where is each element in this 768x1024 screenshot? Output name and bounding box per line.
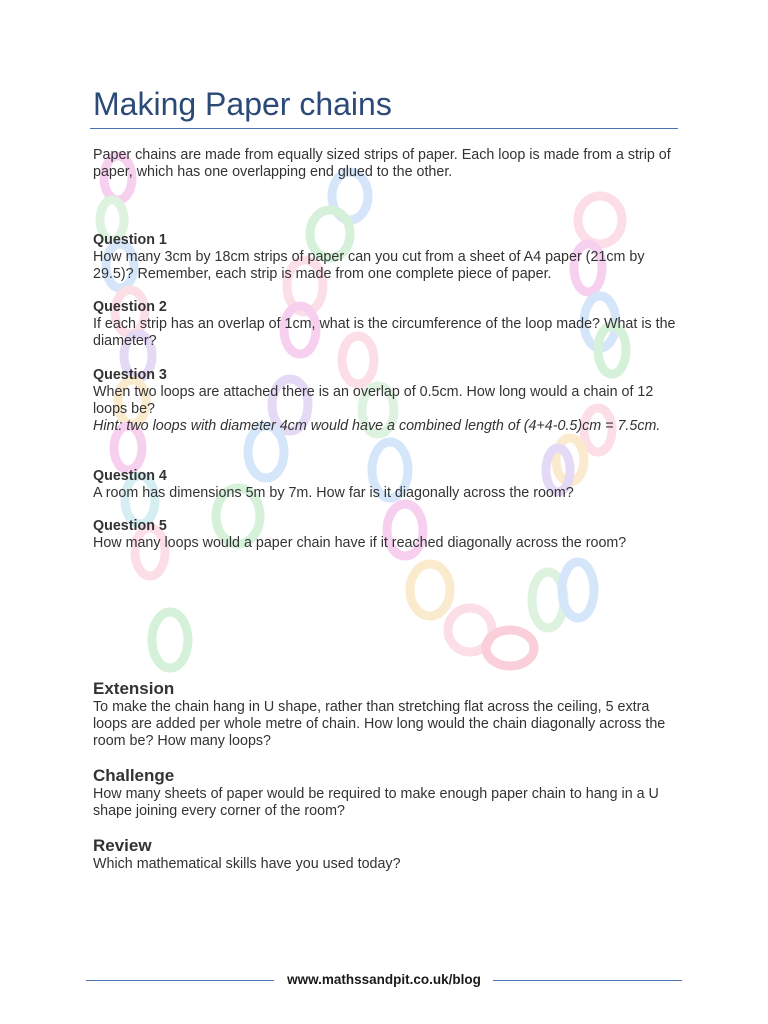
intro-text: Paper chains are made from equally sized strips of paper. Each loop is made from a strip of paper, which has one overlapping end glued to the other. <box>93 147 671 180</box>
question-hint: Hint: two loops with diameter 4cm would have a combined length of (4+4-0.5)cm = 7.5cm. <box>93 418 661 434</box>
footer-divider-left <box>86 980 274 981</box>
question-text: If each strip has an overlap of 1cm, what is the circumference of the loop made? What is the diameter? <box>93 316 676 349</box>
question-2 <box>93 299 678 350</box>
intro-paragraph <box>93 147 678 181</box>
extension-section <box>93 679 678 750</box>
question-heading: Question 3 <box>93 367 167 383</box>
question-text: How many 3cm by 18cm strips of paper can you cut from a sheet of A4 paper (21cm by 29.5)? Remember, each strip is made from one complete piece of paper. <box>93 249 645 282</box>
question-heading: Question 5 <box>93 518 167 534</box>
extension-text: To make the chain hang in U shape, rather than stretching flat across the ceiling, 5 extra loops are added per whole metre of chain. How long would the chain diagonally across the room be? How many loops? <box>93 699 666 749</box>
question-text: How many loops would a paper chain have if it reached diagonally across the room? <box>93 535 627 551</box>
question-4 <box>93 468 678 502</box>
extension-heading: Extension <box>93 679 175 698</box>
question-1 <box>93 232 678 283</box>
page-title: Making Paper chains <box>93 86 392 122</box>
footer-url: www.mathssandpit.co.uk/blog <box>287 972 481 987</box>
title-divider <box>90 128 678 129</box>
question-5 <box>93 518 678 552</box>
question-text: A room has dimensions 5m by 7m. How far is it diagonally across the room? <box>93 485 574 501</box>
question-heading: Question 1 <box>93 232 167 248</box>
review-text: Which mathematical skills have you used today? <box>93 856 401 872</box>
question-heading: Question 2 <box>93 299 167 315</box>
review-heading: Review <box>93 836 152 855</box>
review-section <box>93 836 678 873</box>
challenge-text: How many sheets of paper would be required to make enough paper chain to hang in a U shape joining every corner of the room? <box>93 786 659 819</box>
challenge-section <box>93 766 678 820</box>
footer-divider-right <box>493 980 682 981</box>
question-3 <box>93 367 678 435</box>
challenge-heading: Challenge <box>93 766 175 785</box>
question-text: When two loops are attached there is an overlap of 0.5cm. How long would a chain of 12 loops be? <box>93 384 654 417</box>
question-heading: Question 4 <box>93 468 167 484</box>
